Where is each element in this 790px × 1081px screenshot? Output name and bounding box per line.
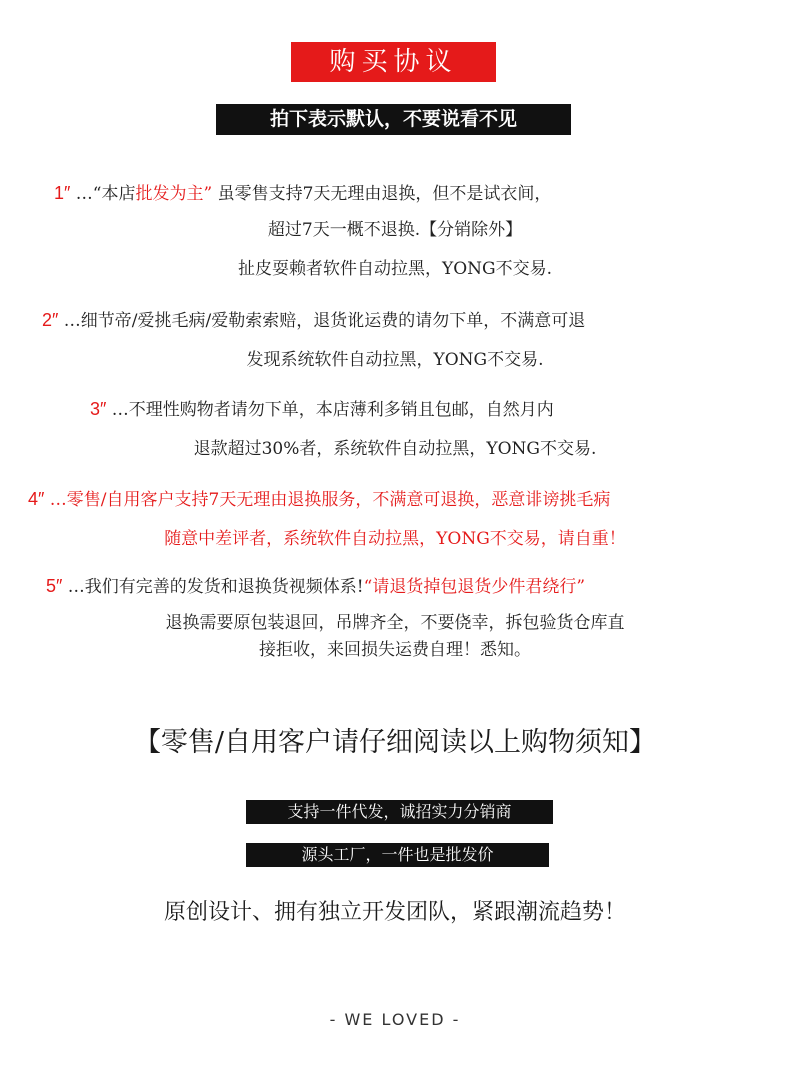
clause-text: 虽零售支持7天无理由退换，但不是试衣间， <box>212 184 552 204</box>
factory-banner: 源头工厂，一件也是批发价 <box>246 843 549 867</box>
clause-5-line-2: 退换需要原包装退回，吊牌齐全，不要侥幸，拆包验货仓库直 <box>165 613 625 633</box>
subtitle-banner: 拍下表示默认，不要说看不见 <box>216 104 571 135</box>
clause-highlight: 批发为主” <box>135 184 213 204</box>
clause-1-line-2: 超过7天一概不退换.【分销除外】 <box>267 220 523 240</box>
clause-number: 3″ <box>90 399 107 419</box>
clause-4-line-2: 随意中差评者，系统软件自动拉黑，YONG不交易，请自重！ <box>164 529 626 549</box>
shopping-notice: 【零售/自用客户请仔细阅读以上购物须知】 <box>133 727 657 758</box>
clause-3-line-1 <box>0 397 790 422</box>
clause-number: 1″ <box>54 183 71 203</box>
clause-1-line-3: 扯皮耍赖者软件自动拉黑，YONG不交易. <box>237 259 553 279</box>
clause-number: 2″ <box>42 310 59 330</box>
clause-number: 4″ <box>28 489 45 509</box>
brand-slogan: 原创设计、拥有独立开发团队，紧跟潮流趋势！ <box>163 900 626 925</box>
clause-number: 5″ <box>46 576 63 596</box>
clause-1-line-1 <box>0 181 790 206</box>
clause-3-line-2: 退款超过30%者，系统软件自动拉黑，YONG不交易. <box>193 439 597 459</box>
clause-2-line-2: 发现系统软件自动拉黑，YONG不交易. <box>246 350 544 370</box>
clause-text: …细节帝/爱挑毛病/爱勒索索赔，退货讹运费的请勿下单，不满意可退 <box>63 311 586 331</box>
clause-highlight: “请退货掉包退货少件君绕行” <box>363 577 586 597</box>
clause-text: …零售/自用客户支持7天无理由退换服务，不满意可退换，恶意诽谤挑毛病 <box>49 490 611 510</box>
clause-text: …我们有完善的发货和退换货视频体系! <box>67 577 364 597</box>
clause-5-line-1 <box>0 574 790 599</box>
clause-2-line-1 <box>0 308 790 333</box>
clause-5-line-3: 接拒收，来回损失运费自理！悉知。 <box>259 640 531 660</box>
dropship-banner: 支持一件代发，诚招实力分销商 <box>246 800 553 824</box>
page-title: 购买协议 <box>291 42 496 82</box>
footer-tagline: - WE LOVED - <box>329 1010 461 1029</box>
clause-text: …“本店 <box>75 184 136 204</box>
clause-4-line-1 <box>0 487 790 512</box>
clause-text: …不理性购物者请勿下单，本店薄利多销且包邮，自然月内 <box>111 400 554 420</box>
